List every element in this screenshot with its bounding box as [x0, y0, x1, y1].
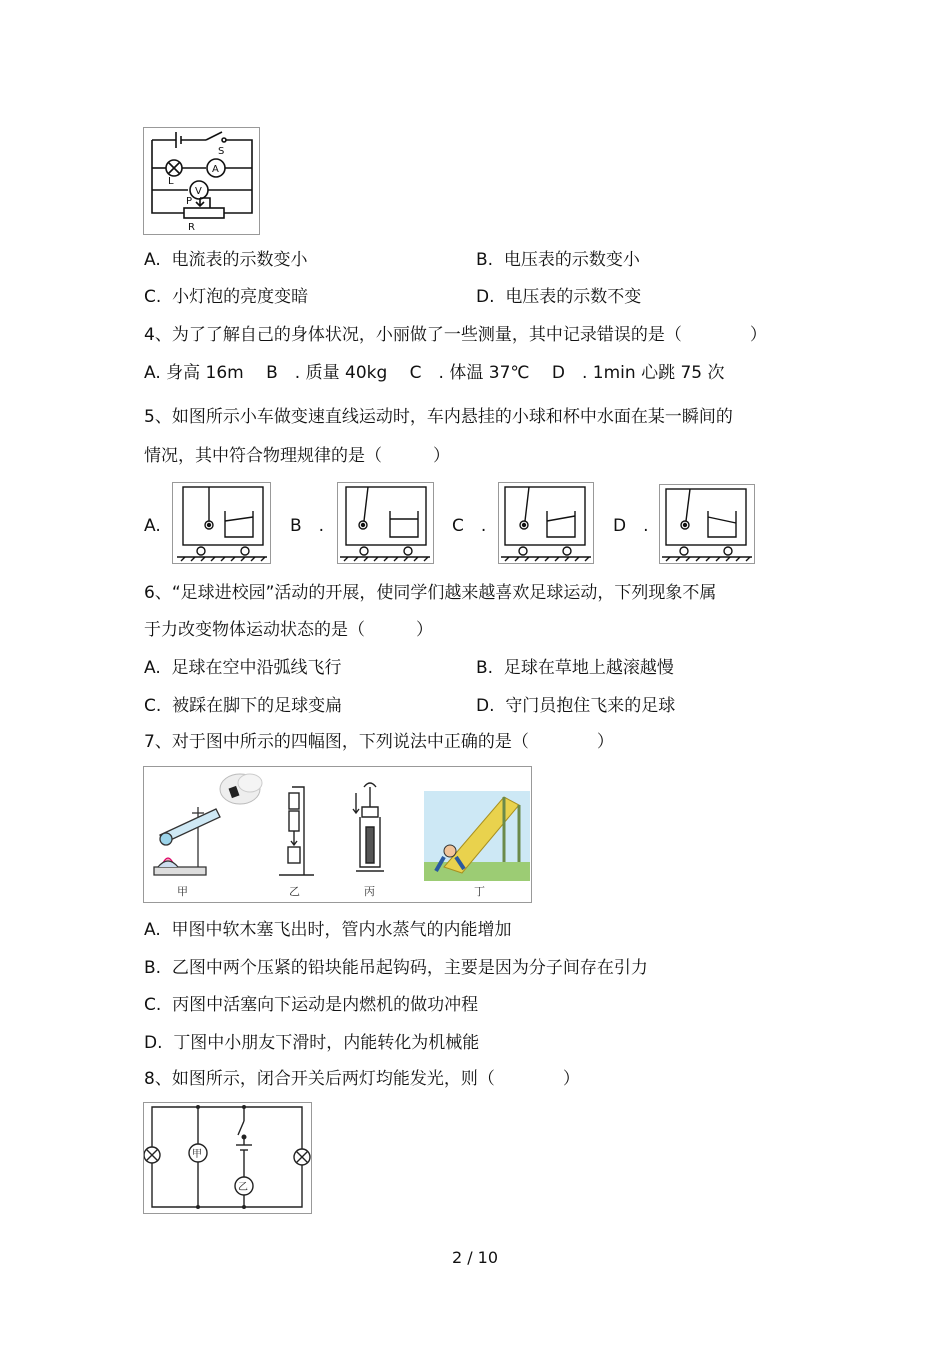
- q5-cart-a: [172, 482, 271, 564]
- q5-label-d: D .: [613, 516, 649, 536]
- q6-stem-line1: 6、“足球进校园”活动的开展，使同学们越来越喜欢足球运动，下列现象不属: [144, 583, 717, 603]
- label-a: A: [212, 164, 219, 175]
- q8-circuit-figure: [143, 1102, 312, 1214]
- label-r: R: [188, 222, 195, 233]
- q6-option-b: B. 足球在草地上越滚越慢: [476, 658, 674, 678]
- label-s: S: [218, 146, 225, 157]
- q5-label-c: C .: [452, 516, 487, 536]
- caption-bing: 丙: [364, 885, 375, 898]
- q5-stem-line1: 5、如图所示小车做变速直线运动时，车内悬挂的小球和杯中水面在某一瞬间的: [144, 407, 733, 427]
- q4-stem: 4、为了了解自己的身体状况，小丽做了一些测量，其中记录错误的是（ ）: [144, 325, 767, 345]
- q6-stem-line2: 于力改变物体运动状态的是（ ）: [144, 620, 433, 640]
- q7-four-figures: [143, 766, 532, 903]
- q3-option-b: B. 电压表的示数变小: [476, 250, 640, 270]
- q3-circuit-figure: [143, 127, 260, 235]
- q7-option-c: C. 丙图中活塞向下运动是内燃机的做功冲程: [144, 995, 479, 1015]
- q7-stem: 7、对于图中所示的四幅图，下列说法中正确的是（ ）: [144, 732, 614, 752]
- label-yi: 乙: [238, 1182, 248, 1193]
- q3-option-a: A. 电流表的示数变小: [144, 250, 308, 270]
- q4-options: A. 身高 16m B . 质量 40kg C . 体温 37℃ D . 1min 心跳 75 次: [144, 363, 725, 383]
- label-jia: 甲: [192, 1149, 202, 1160]
- q6-option-a: A. 足球在空中沿弧线飞行: [144, 658, 342, 678]
- caption-jia: 甲: [177, 885, 188, 898]
- caption-ding: 丁: [474, 885, 485, 898]
- page-number: 2 / 10: [451, 1248, 499, 1267]
- q7-option-d: D. 丁图中小朋友下滑时，内能转化为机械能: [144, 1033, 480, 1053]
- q5-cart-c: [498, 482, 594, 564]
- label-p: P: [186, 196, 193, 207]
- q3-option-d: D. 电压表的示数不变: [476, 287, 642, 307]
- q7-option-b: B. 乙图中两个压紧的铅块能吊起钩码，主要是因为分子间存在引力: [144, 958, 648, 978]
- q6-option-c: C. 被踩在脚下的足球变扁: [144, 696, 343, 716]
- label-l: L: [168, 176, 174, 187]
- q7-option-a: A. 甲图中软木塞飞出时，管内水蒸气的内能增加: [144, 920, 512, 940]
- q5-stem-line2: 情况，其中符合物理规律的是（ ）: [144, 446, 450, 466]
- q8-stem: 8、如图所示，闭合开关后两灯均能发光，则（ ）: [144, 1069, 580, 1089]
- q5-label-b: B .: [290, 516, 325, 536]
- q5-cart-b: [337, 482, 434, 564]
- label-v: V: [195, 186, 202, 197]
- q5-label-a: A.: [144, 516, 161, 536]
- caption-yi: 乙: [289, 885, 300, 898]
- q6-option-d: D. 守门员抱住飞来的足球: [476, 696, 676, 716]
- q5-cart-d: [659, 484, 755, 564]
- q3-option-c: C. 小灯泡的亮度变暗: [144, 287, 309, 307]
